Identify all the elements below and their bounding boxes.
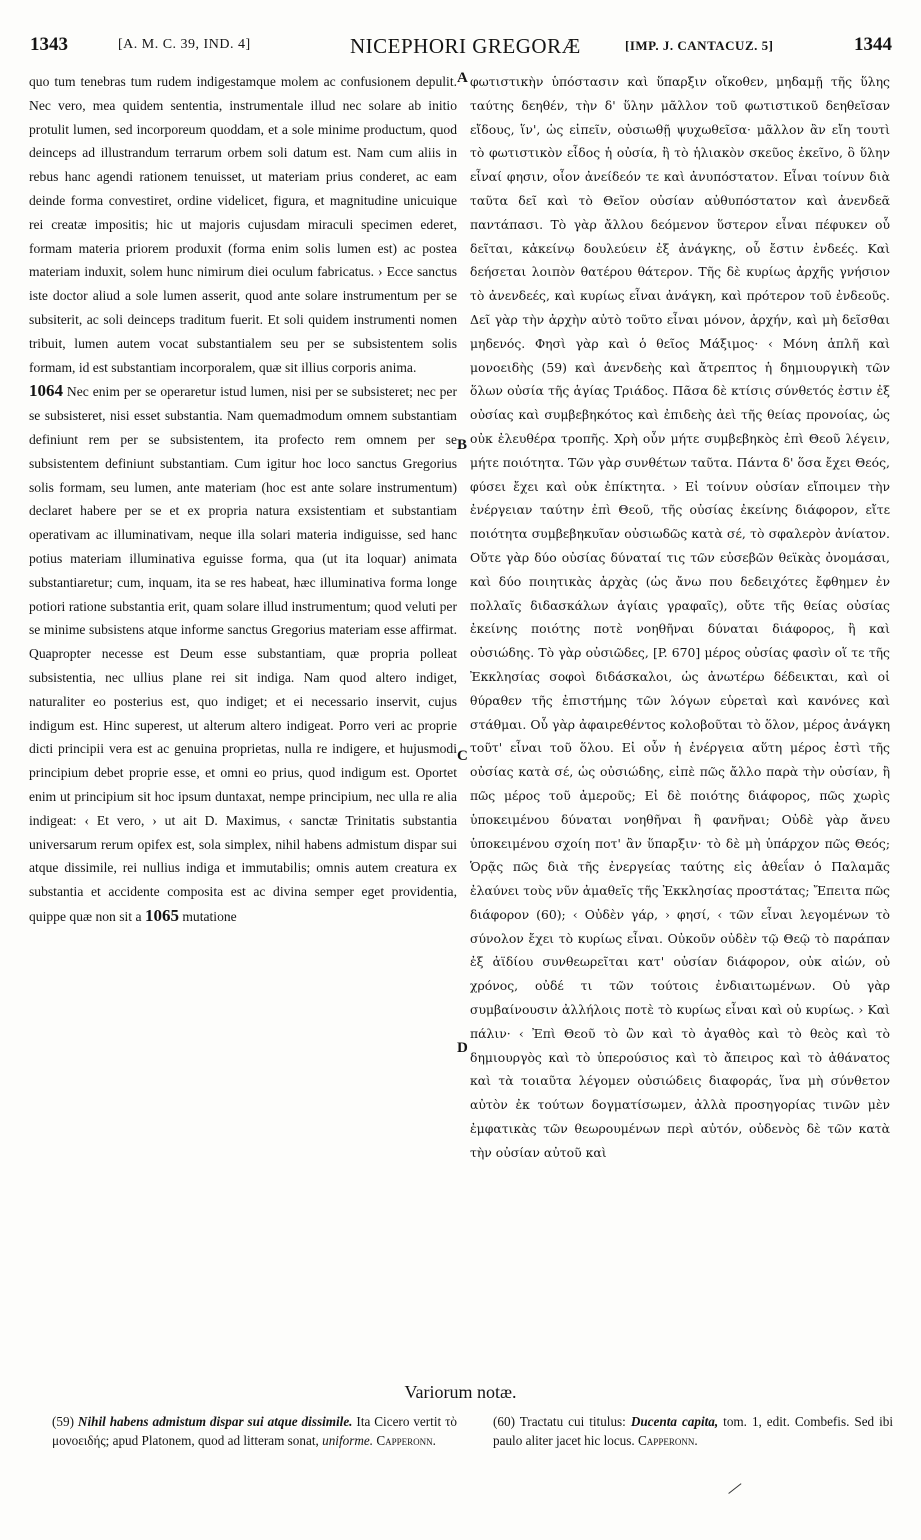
page-number-right: 1344 [854,34,892,55]
column-number-1065: 1065 [144,905,179,925]
note-59-word: uniforme. [322,1433,374,1448]
note-60 [493,1412,893,1450]
running-header [30,34,892,62]
latin-paragraph-1: quo tum tenebras tum rudem indigestamque molem ac confusionem depulit. Nec vero, mea quidem sententia, instrumentale illud nec solare ab initio protulit lumen, sed incorporeum quoddam, et a sole minime productum, quod deinceps ad illustrandum terrarum orbem soli datum est. Nam cum aliis in rebus hanc agendi rationem tenuisset, ut materiam prius conderet, ac eam deinde forma convestiret, ordine videlicet, figura, et magnitudine unicuique rei creatæ impositis; hic ut majoris cujusdam miraculi specimen ederet, formam materia priorem produxit (forma enim solis lumen est) ac postea materiam induxit, solem hunc nimirum diei oculum fabricatus. › Ecce sanctus iste doctor aliud a sole lumen asserit, quod ante solare instrumentum per se subsiterit, ac soli deinceps traditum fuerit. Et soli quidem instrumenti nomen tribuit, lumen autem vocat substantialem seu per se subsistentem solis formam, id est substantiam incorporalem, quæ sit illius corporis anima. [29,74,457,375]
latin-paragraph-2-end: mutatione [182,908,237,924]
note-60-title: Ducenta capita, [630,1414,719,1429]
greek-column [470,70,890,1165]
latin-paragraph-2 [29,379,457,928]
latin-paragraph-2-text: Nec enim per se operaretur istud lumen, nisi per se subsisteret; nec per se subsisteret, nisi esset substantia. Nam quemadmodum omnem substantiam definiunt rem per se subsistentem, ita profecto rem omnem per se subsistentem definiunt substantiam. Cum igitur hoc loco sanctus Gregorius solis formam, seu lumen, ante materiam (hoc est ante solare instrumentum) declaret habere per se et ex propria natura exsistentiam et substantiam operativam ac illuminativam, neque illa solari materia indiguisse, sed hanc potius materiam illuminativa eguisse forma, qua (ut ita loquar) animata substantiaretur; cum, inquam, ita se res habeat, hæc illuminativa forma longe potiori ratione substantia erit, quam solare illud instrumentum; quod veluti per se minime subsistens atque informe sanctus Gregorius materiam esse affirmat. Quapropter necesse est Deum esse substantiam, quæ propria polleat subsistentia, nec ullius plane rei sit indiga. Nam quod altero indiget, naturaliter eo posterius est, quo indiget; et ei necessario inservit, cujus indigum est. Hinc superest, ut alterum altero indigeat. Porro veri ac proprie dicti principii vera est ac genuina proprietas, nulla re indigere, et hujusmodi principium debet proprie esse, et omni eo prius, quod indigum est. Oportet enim ut principium sit hoc ipsum duntaxat, nempe principium, nec ulla re alia indigeat: ‹ Et vero, › ut ait D. Maximus, ‹ sanctæ Trinitatis substantia universarum rerum opifex est, sola simplex, nihil habens admistum dispar sui atque dissimile, rei nullius indiga et immutabilis; omnis autem creatura ex substantia et accidente composita est ac divina semper eget providentia, quippe quæ non sit a [29,384,457,924]
running-title: NICEPHORI GREGORÆ [350,34,581,58]
note-59-body: Ita Cicero vertit τὸ μονοειδής; apud Platonem, quod ad litteram sonat, [52,1414,457,1448]
header-signature: [A. M. C. 39, IND. 4] [118,37,251,52]
pencil-mark [728,1483,741,1494]
notes-heading: Variorum notæ. [404,1382,517,1402]
latin-column [29,70,457,929]
note-59-author: Capperonn. [376,1433,436,1448]
section-letter-d: D [457,1040,468,1056]
header-citation: [IMP. J. CANTACUZ. 5] [625,38,774,53]
greek-text: φωτιστικὴν ὑπόστασιν καὶ ὕπαρξιν οἴκοθεν, μηδαμῇ τῆς ὕλης ταύτης δεηθέν, τὴν δ' ὕλην μᾶλλον τοῦ φωτιστικοῦ δεηθεῖσαν εἴδους, ἵν', ὡς εἰπεῖν, οὐσιωθῇ ψυχωθεῖσα· μᾶλλον ἂν εἴη τουτὶ τὸ φωτιστικὸν εἶδος ἡ οὐσία, ἢ τὸ ἡλιακὸν σκεῦος ἐκεῖνο, ὃ ὕλην εἶναί φησιν, οἷον ἀνείδεόν τε καὶ ἀνυπόστατον. Εἶναι τοίνυν διὰ ταῦτα δεῖ καὶ τὸ Θεῖον οὐσίαν αὐθυπόστατον καὶ ἀνενδεᾶ παντάπασι. Τὸ γὰρ ἄλλου δεόμενον ὕστερον εἶναι πέφυκεν οὗ δεῖται, κἀκείνῳ δουλεύειν ἐξ ἀνάγκης, οὗ ἔστιν ἐνδεές. Καὶ δεήσεται λοιπὸν θατέρου θάτερον. Τῆς δὲ κυρίως ἀρχῆς γνήσιον τὸ ἀνενδεές, καὶ κυρίως εἶναι ἀνάγκη, καὶ πρότερον τοῦ ἐνδεοῦς. Δεῖ γὰρ τὴν ἀρχὴν αὐτὸ τοῦτο εἶναι μόνον, ἀρχήν, καὶ μὴ δεῖσθαι μηδενός. Φησὶ γὰρ καὶ ὁ θεῖος Μάξιμος· ‹ Μόνη ἁπλῆ καὶ μονοειδὴς (59) καὶ ἀνενδεὴς καὶ ἄτρεπτος ἡ δημιουργικὴ τῶν ὅλων οὐσία τῆς ἁγίας Τριάδος. Πᾶσα δὲ κτίσις σύνθετός ἐστιν ἐξ οὐσίας καὶ συμβεβηκότος καὶ ἐπιδεὴς ἀεὶ τῆς θείας προνοίας, ὡς οὐκ ἐλευθέρα τροπῆς. Χρὴ οὖν μήτε συμβεβηκὸς ἐπὶ Θεοῦ λέγειν, μήτε ποιότητα. Τῶν γὰρ συνθέτων ταῦτα. Πάντα δ' ὅσα ἔχει Θεός, φύσει ἔχει καὶ οὐκ ἐπίκτητα. › Εἰ τοίνυν οὐσίαν εἴποιμεν τὴν ἐνέργειαν ταύτην ἐπὶ Θεοῦ, τῆς οὐσίας ἐκείνης διάφορον, εἴτε ποιότητα συμβεβηκυῖαν οὐσιωδῶς κατὰ σέ, τὸ σφαλερὸν ἀνίατον. Οὔτε γὰρ δύο οὐσίας δύναταί τις τῶν εὐσεβῶν θεϊκὰς ὀνομάσαι, καὶ δύο ποιητικὰς ἀρχὰς (ὡς ἄνω που δεδειχότες ἔφθημεν ἐν πολλαῖς διδασκάλων ἁγίαις γραφαῖς), οὔτε τῆς θείας οὐσίας ἐκείνης ποιότης ποτὲ νοηθῆναι δύναται διάφορος, ἢ καὶ οὐσιώδης. Τὸ γὰρ οὐσιῶδες, [P. 670] μέρος οὐσίας φασὶν οἵ τε τῆς Ἐκκλησίας σοφοὶ διδάσκαλοι, ὡς ἀνωτέρω δέδεικται, καὶ οἱ θύραθεν τῆς ἐπιστήμης τῶν λόγων εὑρεταὶ καὶ κανόνες καὶ στάθμαι. Οὗ γὰρ ἀφαιρεθέντος κολοβοῦται τὸ ὅλον, μέρος ἀνάγκη τοῦτ' εἶναι τοῦ ὅλου. Εἰ οὖν ἡ ἐνέργεια αὕτη μέρος ἐστὶ τῆς οὐσίας κατὰ σέ, ὡς οὐσιώδης, εἰπὲ πῶς ἄλλο παρὰ τὴν οὐσίαν, ἢ πῶς μέρος τοῦ ἀμεροῦς; Εἰ δὲ ποιότης διάφορος, πῶς χωρὶς ὑποκειμένου δύναται νοηθῆναι ἢ φανῆναι; Οὐδὲ γὰρ ἄνευ ὑποκειμένου σχοίη ποτ' ἂν ὕπαρξιν· τὸ δὲ μὴ ὑπάρχον πῶς Θεός; Ὁρᾷς πῶς διὰ τῆς ἐνεργείας ταύτης εἰς ἀθεΐαν ὁ Παλαμᾶς ἐλαύνει τοὺς νῦν ἀμαθεῖς τῆς Ἐκκλησίας προστάτας; Ἔπειτα πῶς διάφορον (60); ‹ Οὐδὲν γάρ, › φησί, ‹ τῶν εἶναι λεγομένων τὸ σύνολον ἔχει τὸ κυρίως εἶναι. Οὐκοῦν οὐδὲν τῷ Θεῷ τὸ παράπαν ἐξ ἀϊδίου συνθεωρεῖται κατ' οὐσίαν διάφορον, οὐκ αἰών, οὐ χρόνος, οὐδέ τι τῶν τούτοις ἐνδιαιτωμένων. Οὐ γὰρ συμβαίνουσιν ἀλλήλοις ποτὲ τὸ κυρίως εἶναι καὶ οὐ κυρίως. › Καὶ πάλιν· ‹ Ἐπὶ Θεοῦ τὸ ὢν καὶ τὸ ἀγαθὸς καὶ τὸ θεὸς καὶ τὸ δημιουργὸς καὶ τὸ ὑπερούσιος καὶ τὸ ἄπειρος καὶ τὸ ἀθάνατος καὶ τὰ τοιαῦτα λέγομεν οὐσιώδεις διαφοράς, ἵνα μὴ σύνθετον αὐτὸν ἐκ τούτων δογματίσωμεν, ἀλλὰ προσηγορίας τινῶν μὲν ἐμφατικὰς τῶν θεωρουμένων περὶ αὐτόν, οὐδενὸς δὲ τῶν κατὰ τὴν οὐσίαν αὐτοῦ καὶ [470,74,890,1160]
note-60-number: (60) [493,1414,515,1429]
note-59 [52,1412,457,1450]
section-letter-c: C [457,748,468,764]
note-59-number: (59) [52,1414,74,1429]
column-number-1064: 1064 [29,381,63,401]
page-number-left: 1343 [30,34,68,55]
section-letter-a: A [457,70,468,86]
section-letter-b: B [457,437,468,453]
note-59-lemma: Nihil habens admistum dispar sui atque dissimile. [77,1414,353,1429]
note-60-rest: tom. 1, edit. Combefis. Sed ibi paulo aliter jacet hic locus. [493,1414,894,1448]
note-60-body: Tractatu cui titulus: [519,1414,626,1429]
note-60-author: Capperonn. [638,1433,698,1448]
